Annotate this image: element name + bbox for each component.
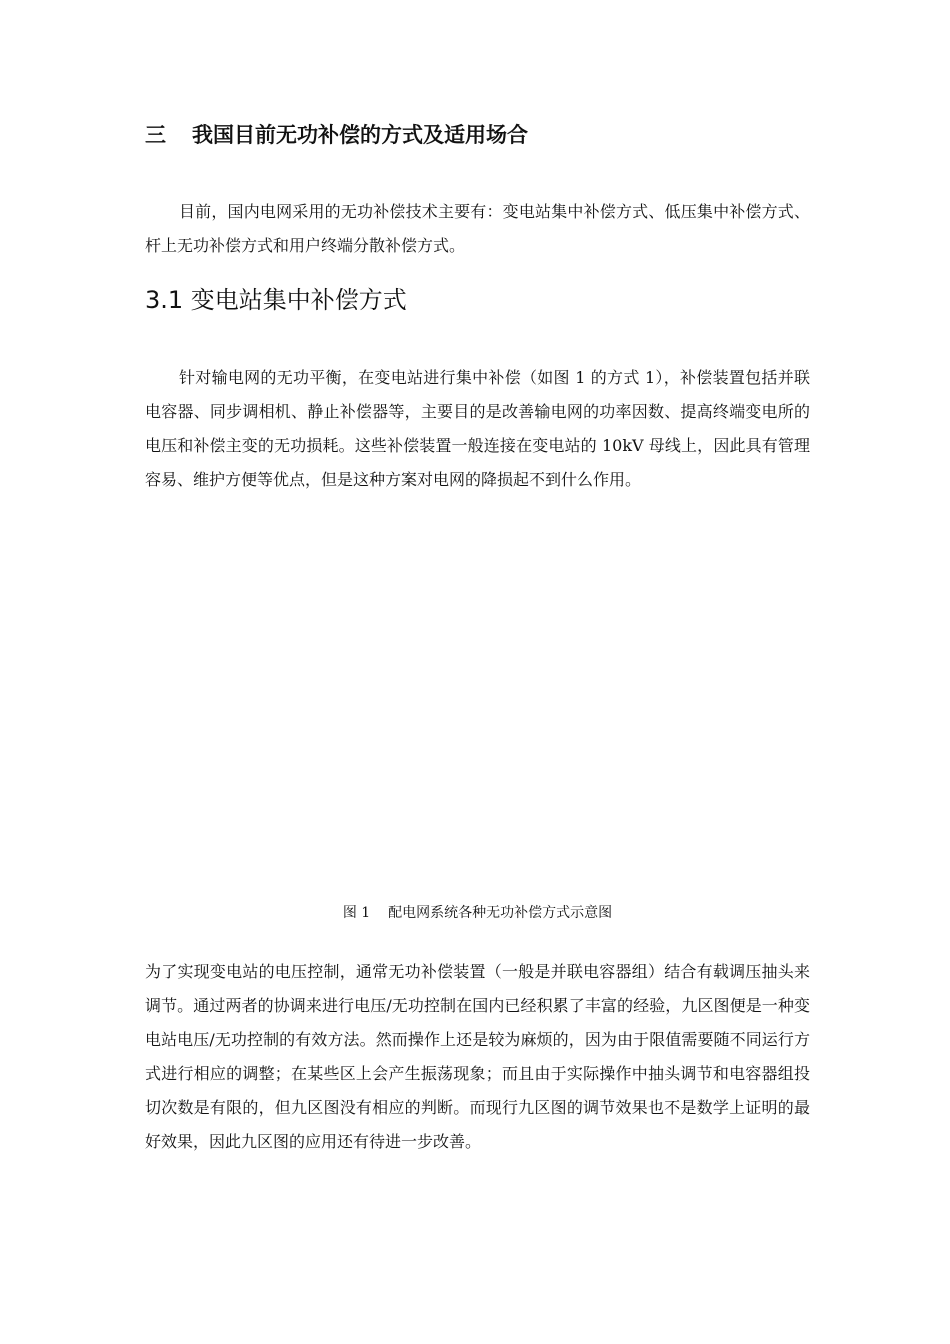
section-title: 我国目前无功补偿的方式及适用场合 xyxy=(192,123,528,147)
closing-paragraph: 为了实现变电站的电压控制，通常无功补偿装置（一般是并联电容器组）结合有载调压抽头来调节。通过两者的协调来进行电压/无功控制在国内已经积累了丰富的经验，九区图便是一种变电站电压/无功控制的有效方法。然而操作上还是较为麻烦的，因为由于限值需要随不同运行方式进行相应的调整；在某些区上会产生振荡现象；而且由于实际操作中抽头调节和电容器组投切次数是有限的，但九区图没有相应的判断。而现行九区图的调节效果也不是数学上证明的最好效果，因此九区图的应用还有待进一步改善。 xyxy=(145,962,810,1151)
subsection-heading: 3.1 变电站集中补偿方式 xyxy=(145,286,407,314)
figure-caption xyxy=(145,900,810,926)
figure-label: 图 1 xyxy=(342,905,371,921)
intro-paragraph: 目前，国内电网采用的无功补偿技术主要有：变电站集中补偿方式、低压集中补偿方式、杆上无功补偿方式和用户终端分散补偿方式。 xyxy=(145,202,810,255)
figure-placeholder xyxy=(145,560,810,890)
figure-caption-text: 配电网系统各种无功补偿方式示意图 xyxy=(388,905,613,921)
section-heading xyxy=(145,118,825,152)
section-number: 三 xyxy=(145,123,166,147)
subsection-paragraph: 针对输电网的无功平衡，在变电站进行集中补偿（如图 1 的方式 1），补偿装置包括并联电容器、同步调相机、静止补偿器等，主要目的是改善输电网的功率因数、提高终端变电所的电压和补偿主变的无功损耗。这些补偿装置一般连接在变电站的 10kV 母线上，因此具有管理容易、维护方便等优点，但是这种方案对电网的降损起不到什么作用。 xyxy=(145,368,810,489)
